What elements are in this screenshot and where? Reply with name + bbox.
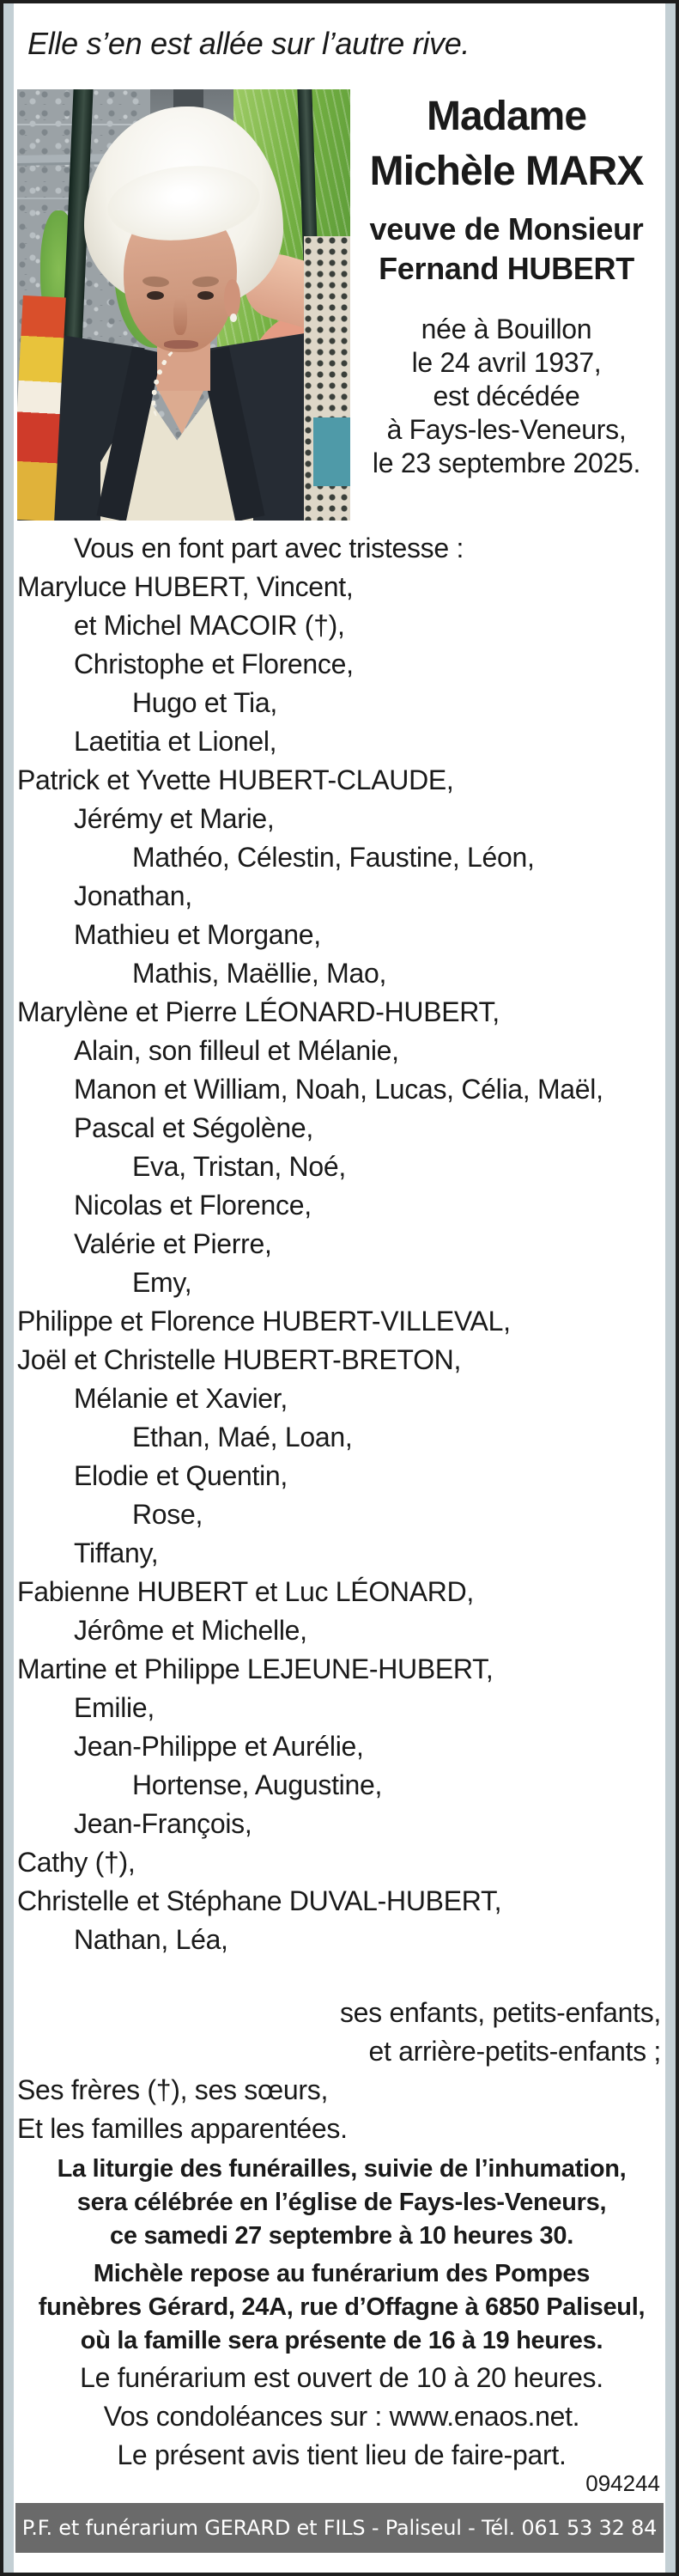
funerarium-repose-notice — [17, 2257, 666, 2358]
family-line: Maryluce HUBERT, Vincent, — [17, 571, 354, 602]
family-line: Rose, — [132, 1499, 203, 1530]
family-line: Christophe et Florence, — [74, 649, 354, 679]
announcement-intro: Vous en font part avec tristesse : — [74, 533, 464, 563]
family-line: Elodie et Quentin, — [74, 1460, 288, 1491]
descendants-line: ses enfants, petits-enfants, — [339, 1997, 661, 2028]
repose-line: où la famille sera présente de 16 à 19 heures. — [80, 2327, 603, 2354]
family-line: Mathéo, Célestin, Faustine, Léon, — [132, 842, 535, 873]
family-line: Tiffany, — [74, 1538, 159, 1568]
family-line: Jean-Philippe et Aurélie, — [74, 1731, 364, 1762]
family-line: Christelle et Stéphane DUVAL-HUBERT, — [17, 1885, 502, 1916]
spouse-name: Fernand HUBERT — [379, 251, 634, 286]
siblings-line: Ses frères (†), ses sœurs, — [17, 2074, 329, 2105]
family-line: Valérie et Pierre, — [74, 1228, 272, 1259]
ceremony-line: La liturgie des funérailles, suivie de l’inhumation, — [57, 2155, 627, 2183]
family-line: Ethan, Maé, Loan, — [132, 1422, 353, 1452]
family-line: Emilie, — [74, 1692, 155, 1723]
birth-death-line: le 24 avril 1937, — [411, 347, 602, 378]
family-line: Pascal et Ségolène, — [74, 1112, 313, 1143]
siblings-closing — [17, 2071, 666, 2148]
widow-of-line: veuve de Monsieur — [369, 211, 644, 247]
funeral-home-banner — [15, 2503, 664, 2553]
info-line: Le funérarium est ouvert de 10 à 20 heures. — [80, 2362, 603, 2393]
ceremony-line: ce samedi 27 septembre à 10 heures 30. — [110, 2222, 573, 2250]
birth-death-line: est décédée — [433, 381, 580, 411]
family-line: Eva, Tristan, Noé, — [132, 1151, 346, 1182]
descendants-line: et arrière-petits-enfants ; — [368, 2036, 661, 2067]
siblings-line: Et les familles apparentées. — [17, 2113, 348, 2144]
ceremony-line: sera célébrée en l’église de Fays-les-Veneurs, — [76, 2189, 607, 2216]
descendants-closing — [17, 1994, 666, 2071]
family-line: Marylène et Pierre LÉONARD-HUBERT, — [17, 996, 500, 1027]
family-line: Mathis, Maëllie, Mao, — [132, 958, 387, 989]
family-line: Jonathan, — [74, 880, 192, 911]
epigraph: Elle s’en est allée sur l’autre rive. — [27, 26, 470, 61]
birth-death-line: le 23 septembre 2025. — [372, 448, 641, 478]
practical-info — [17, 2359, 666, 2475]
family-line: Nicolas et Florence, — [74, 1190, 312, 1221]
family-line: Mathieu et Morgane, — [74, 919, 321, 950]
reference-number: 094244 — [585, 2470, 660, 2496]
birth-death-line: à Fays-les-Veneurs, — [386, 414, 627, 445]
header-column — [350, 89, 663, 480]
family-line: Joël et Christelle HUBERT-BRETON, — [17, 1344, 462, 1375]
family-line: Hugo et Tia, — [132, 687, 277, 718]
photo-ear — [224, 279, 240, 318]
family-list — [17, 568, 666, 1959]
family-line: Jérôme et Michelle, — [74, 1615, 307, 1646]
photo-mouth — [164, 340, 199, 349]
family-line: Nathan, Léa, — [74, 1924, 228, 1955]
portrait-photo — [17, 89, 350, 521]
info-line: Vos condoléances sur : www.enaos.net. — [103, 2401, 580, 2432]
family-line: Jean-François, — [74, 1808, 252, 1839]
funeral-home-contact: P.F. et funérarium GERARD et FILS - Paliseul - Tél. 061 53 32 84 — [21, 2516, 658, 2540]
family-line: Cathy (†), — [17, 1847, 136, 1878]
repose-line: Michèle repose au funérarium des Pompes — [93, 2260, 591, 2287]
right-border-strip — [665, 3, 676, 2573]
family-line: Manon et William, Noah, Lucas, Célia, Maël, — [74, 1074, 603, 1105]
family-line: Jérémy et Marie, — [74, 803, 275, 834]
widow-of-block — [350, 210, 663, 289]
family-line: Philippe et Florence HUBERT-VILLEVAL, — [17, 1306, 511, 1337]
info-line: Le présent avis tient lieu de faire-part. — [117, 2439, 567, 2470]
funeral-ceremony-notice — [17, 2153, 666, 2253]
birth-death-line: née à Bouillon — [421, 314, 592, 344]
family-line: et Michel MACOIR (†), — [74, 610, 345, 641]
photo-eye-right — [197, 291, 214, 300]
family-line: Hortense, Augustine, — [132, 1769, 383, 1800]
family-line: Laetitia et Lionel, — [74, 726, 277, 757]
family-line: Alain, son filleul et Mélanie, — [74, 1035, 399, 1066]
family-line: Emy, — [132, 1267, 192, 1298]
repose-line: funèbres Gérard, 24A, rue d’Offagne à 6850 Paliseul, — [38, 2293, 646, 2321]
deceased-name: Michèle MARX — [369, 149, 644, 194]
birth-death-block — [350, 313, 663, 480]
photo-nose — [173, 296, 187, 335]
family-line: Martine et Philippe LEJEUNE-HUBERT, — [17, 1653, 494, 1684]
family-section — [17, 529, 666, 2148]
photo-teal-patch — [313, 417, 350, 486]
deceased-title: Madame — [426, 94, 587, 139]
family-line: Patrick et Yvette HUBERT-CLAUDE, — [17, 764, 454, 795]
family-line: Fabienne HUBERT et Luc LÉONARD, — [17, 1576, 474, 1607]
photo-eye-left — [147, 291, 163, 300]
family-line: Mélanie et Xavier, — [74, 1383, 288, 1414]
left-border-strip — [3, 3, 14, 2573]
